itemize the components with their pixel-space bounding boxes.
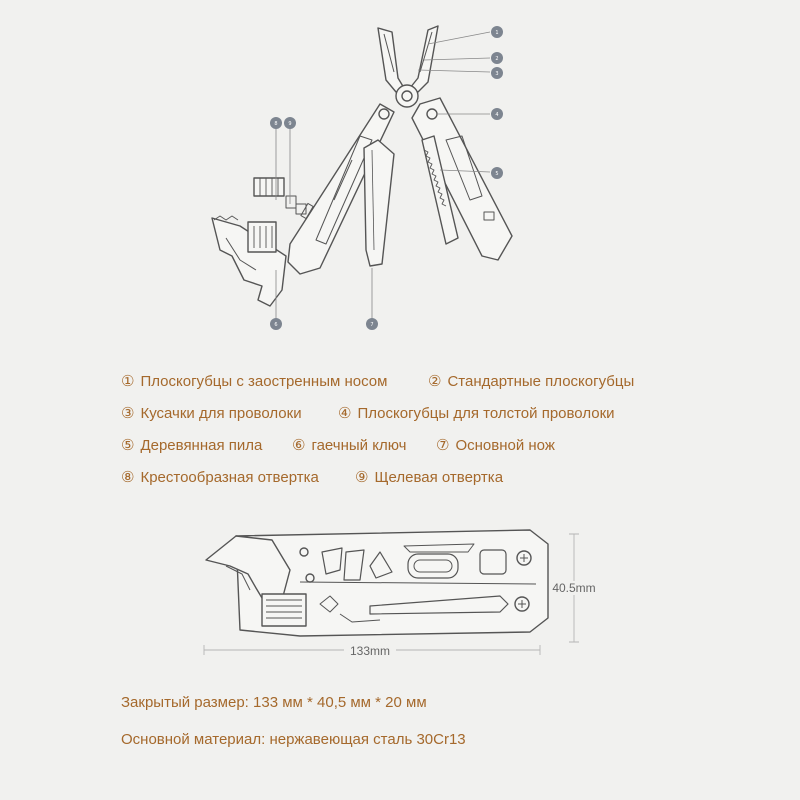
closed-bit-cartridge (262, 594, 306, 626)
legend-number: ② (428, 373, 442, 390)
legend-item-2 (428, 373, 634, 391)
screwdriver-bits (254, 178, 284, 196)
closed-size-spec: Закрытый размер: 133 мм * 40,5 мм * 20 мм (121, 694, 427, 711)
svg-text:5: 5 (495, 171, 499, 177)
callout-9 (284, 117, 296, 129)
callout-3 (491, 67, 503, 79)
legend-number: ⑥ (292, 437, 306, 454)
legend-number: ⑧ (121, 469, 135, 486)
svg-text:6: 6 (274, 322, 278, 328)
legend-label: Основной нож (455, 437, 555, 454)
legend-number: ④ (338, 405, 352, 422)
open-multitool-illustration (212, 26, 512, 306)
height-dimension-label: 40.5mm (552, 581, 596, 595)
legend-item-1 (121, 373, 387, 391)
pivot-bolt (396, 85, 418, 107)
svg-text:8: 8 (274, 121, 278, 127)
callout-2 (491, 52, 503, 64)
callout-4 (491, 108, 503, 120)
legend-number: ⑦ (436, 437, 450, 454)
legend-item-5 (121, 437, 262, 455)
closed-multitool-illustration (206, 530, 548, 636)
legend-number: ① (121, 373, 135, 390)
legend-label: Плоскогубцы для толстой проволоки (357, 405, 615, 422)
legend-label: Стандартные плоскогубцы (447, 373, 635, 390)
material-spec: Основной материал: нержавеющая сталь 30Cr13 (121, 731, 466, 748)
svg-text:2: 2 (495, 56, 499, 62)
legend-label: Плоскогубцы с заостренным носом (140, 373, 388, 390)
callout-6 (270, 318, 282, 330)
legend-label: гаечный ключ (311, 437, 407, 454)
legend-number: ⑤ (121, 437, 135, 454)
length-dimension-label: 133mm (349, 644, 391, 658)
legend-label: Деревянная пила (140, 437, 263, 454)
legend-item-9 (355, 469, 503, 487)
legend-label: Кусачки для проволоки (140, 405, 302, 422)
legend-item-3 (121, 405, 302, 423)
legend-item-4 (338, 405, 615, 423)
callout-1 (491, 26, 503, 38)
svg-text:9: 9 (288, 121, 292, 127)
legend-number: ③ (121, 405, 135, 422)
legend-item-8 (121, 469, 319, 487)
legend-label: Крестообразная отвертка (140, 469, 319, 486)
legend-item-6 (292, 437, 406, 455)
callout-5 (491, 167, 503, 179)
legend-number: ⑨ (355, 469, 369, 486)
main-knife (364, 140, 394, 266)
legend-label: Щелевая отвертка (374, 469, 504, 486)
svg-text:1: 1 (495, 30, 499, 36)
callout-7 (366, 318, 378, 330)
svg-text:3: 3 (495, 71, 499, 77)
legend-item-7 (436, 437, 555, 455)
svg-text:4: 4 (495, 112, 499, 118)
callout-8 (270, 117, 282, 129)
svg-text:7: 7 (370, 322, 374, 328)
